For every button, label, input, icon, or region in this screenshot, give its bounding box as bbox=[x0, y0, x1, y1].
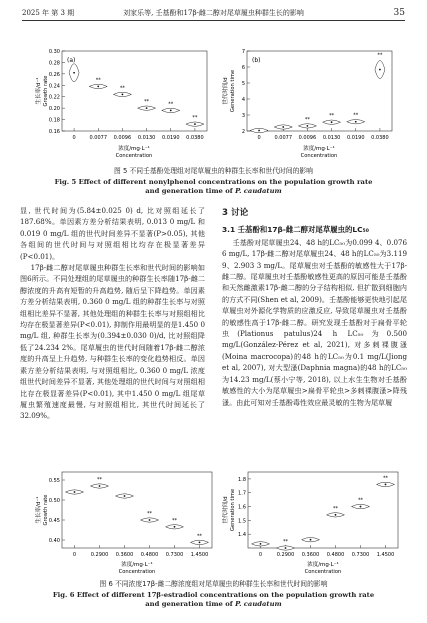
data-point bbox=[360, 506, 362, 508]
data-point bbox=[379, 69, 381, 71]
data-point bbox=[260, 543, 262, 545]
y-axis-label-cn: 生长率/d⁻¹ bbox=[36, 77, 42, 105]
running-header bbox=[22, 4, 405, 18]
y-tick-label: 1.5 bbox=[238, 518, 246, 525]
subsection-heading: 3.1 壬基酚和17β-雌二醇对尾草履虫的LC₅₀ bbox=[222, 225, 369, 235]
y-tick-label: 0.45 bbox=[48, 518, 60, 524]
figure-6 bbox=[0, 468, 427, 578]
y-tick-label: 0.20 bbox=[48, 106, 60, 113]
page-number: 35 bbox=[393, 8, 405, 18]
significance-label: ** bbox=[283, 539, 288, 545]
figure-5-caption-cn: 图 5 不同壬基酚处理组对尾草履虫的种群生长率和世代时间的影响 bbox=[114, 167, 313, 175]
x-tick-label: 0.0380 bbox=[186, 135, 204, 141]
y-tick-label: 0.16 bbox=[48, 129, 60, 135]
x-tick-label: 0.2900 bbox=[90, 552, 109, 558]
x-axis-label-en: Concentration bbox=[115, 153, 153, 159]
right-paragraph-1: 壬基酚对尾草履虫24、48 h的LC₅₀为0.099 4、0.076 6 mg/L, 17β-雌二醇对尾草履虫24、48 h的LC₅₀为3.119 9、2.903 3 mg/L。尾草履虫对壬基酚的敏感性大于17β-雌二醇。尾草履虫对壬基酚敏感性更高的原因可能是壬基酚和天然雌激素17β-雌二醇的分子结构相似, 但扩散到细胞内的方式不同(Shen et al, 2009)。壬基酚能够更快地引起尾草履虫对外源化学物质的应激反应, 导致尾草履虫对壬基酚的敏感性高于17β-雌二醇。研究发现壬基酚对于扁骨平轮虫(Plationus patulus)24 h LC₅₀为0.500 mg/L(González-Pérez et al, 2021), 对多刺裸腹溞(Moina macrocopa)的48 h的LC₅₀为0.1 mg/L(Jiong et al, 2007), 对大型溞(Daphnia magna)的48 h的LC₅₀为14.23 mg/L(蔡小宁等, 2018), 以上水生生物对壬基酚敏感性的大小为尾草履虫>扁骨平轮虫>多刺裸腹溞>降残溞。由此可知对壬基酚毒性效应最灵敏的生物为尾草履 bbox=[222, 237, 407, 407]
x-axis-label-cn: 浓度/mg·L⁻¹ bbox=[303, 146, 335, 152]
fig6-panel-b bbox=[221, 472, 398, 575]
significance-label: ** bbox=[333, 505, 338, 512]
y-tick-label: 7 bbox=[241, 49, 245, 55]
significance-label: ** bbox=[168, 101, 174, 108]
left-column bbox=[20, 205, 205, 422]
x-tick-label: 0.3600 bbox=[115, 552, 134, 558]
y-axis-label-cn: 世代时间/d bbox=[223, 496, 229, 524]
plot-frame bbox=[62, 51, 207, 131]
y-tick-label: 0.22 bbox=[48, 94, 60, 101]
data-point bbox=[282, 126, 284, 128]
figure-5-caption-en bbox=[20, 178, 407, 196]
significance-label: ** bbox=[358, 497, 363, 504]
significance-label: ** bbox=[304, 116, 310, 123]
caption-en-line1: Fig. 5 Effect of different nonylphenol concentrations on the population growth rate bbox=[54, 178, 373, 186]
fig6-panel-a bbox=[34, 472, 212, 575]
y-tick-label: 1.4 bbox=[238, 532, 246, 539]
x-tick-label: 0 bbox=[257, 135, 261, 141]
caption-species: P. caudatum bbox=[235, 600, 282, 608]
significance-label: ** bbox=[192, 115, 198, 122]
right-column bbox=[222, 208, 407, 408]
data-point bbox=[170, 110, 172, 112]
data-point bbox=[310, 539, 312, 541]
journal-issue: 2025 年 第 3 期 bbox=[22, 9, 75, 17]
x-tick-label: 0 bbox=[72, 552, 77, 558]
data-point bbox=[331, 121, 333, 123]
data-point bbox=[285, 547, 287, 549]
y-tick-label: 0.40 bbox=[48, 538, 60, 544]
x-tick-label: 0.0380 bbox=[371, 135, 389, 141]
data-point bbox=[74, 491, 76, 493]
x-tick-label: 0.0190 bbox=[347, 135, 365, 141]
x-axis-label-en: Concentration bbox=[118, 569, 156, 575]
y-tick-label: 0.30 bbox=[48, 49, 60, 55]
y-tick-label: 1.7 bbox=[238, 490, 246, 497]
x-tick-label: 0.2900 bbox=[276, 552, 295, 558]
y-axis-label-en: Generation time bbox=[230, 69, 236, 113]
x-tick-label: 0.0096 bbox=[113, 135, 132, 141]
x-tick-label: 0.0077 bbox=[89, 135, 107, 141]
x-tick-label: 0.0190 bbox=[162, 135, 180, 141]
x-axis-label-cn: 浓度/mg·L⁻¹ bbox=[118, 146, 150, 152]
data-point bbox=[335, 514, 337, 516]
panel-label: (b) bbox=[252, 57, 261, 64]
caption-species: P. caudatum bbox=[235, 187, 282, 195]
x-tick-label: 0.7300 bbox=[165, 552, 184, 558]
significance-label: ** bbox=[353, 112, 359, 119]
y-tick-label: 0.50 bbox=[48, 498, 60, 504]
y-tick-label: 4 bbox=[241, 97, 245, 103]
y-axis-label-cn: 世代时间/d bbox=[223, 77, 229, 105]
y-tick-label: 6 bbox=[241, 65, 245, 71]
data-point bbox=[99, 485, 101, 487]
plot-frame bbox=[62, 472, 212, 548]
y-tick-label: 2 bbox=[241, 129, 245, 135]
x-tick-label: 0.0130 bbox=[322, 135, 341, 141]
y-tick-label: 1.8 bbox=[238, 476, 246, 483]
data-point bbox=[307, 125, 309, 127]
significance-label: ** bbox=[97, 477, 102, 483]
header-rule bbox=[22, 20, 405, 21]
significance-label: ** bbox=[329, 113, 335, 120]
data-point bbox=[122, 94, 124, 96]
x-tick-label: 1.4500 bbox=[376, 552, 395, 558]
data-point bbox=[355, 121, 357, 123]
x-tick-label: 0.3600 bbox=[301, 552, 320, 558]
data-point bbox=[194, 123, 196, 125]
running-title: 刘家乐等, 壬基酚和17β-雌二醇对尾草履虫种群生长的影响 bbox=[123, 9, 304, 17]
y-tick-label: 5 bbox=[241, 81, 245, 87]
data-point bbox=[97, 86, 99, 88]
y-tick-label: 0.24 bbox=[48, 83, 60, 90]
y-axis-label-en: Generation time bbox=[230, 488, 236, 532]
x-tick-label: 0.4800 bbox=[140, 552, 159, 558]
x-tick-label: 0.7300 bbox=[351, 552, 370, 558]
data-point bbox=[149, 519, 151, 521]
caption-en-line2: and generation time of bbox=[145, 187, 236, 195]
significance-label: ** bbox=[197, 533, 202, 540]
left-paragraph-1: 显, 世代时间为(5.84±0.025 0) d, 比对照组延长了187.68%。单因素方差分析结果表明, 0.013 0 mg/L 和 0.019 0 mg/L 组的世代时间差异不显著(P>0.05), 其他各组间的世代时间与对照组相比均存在极显著差异(P<0.01)。 bbox=[20, 206, 205, 261]
significance-label: ** bbox=[147, 511, 152, 517]
data-point bbox=[124, 495, 126, 497]
x-axis-label-cn: 浓度/mg·L⁻¹ bbox=[307, 562, 339, 568]
data-point bbox=[146, 107, 148, 109]
x-tick-label: 0 bbox=[72, 135, 76, 141]
y-tick-label: 0.55 bbox=[48, 478, 60, 484]
x-tick-label: 0.4800 bbox=[326, 552, 345, 558]
x-axis-label-en: Concentration bbox=[304, 569, 342, 575]
data-point bbox=[385, 484, 387, 486]
significance-label: ** bbox=[172, 517, 177, 524]
y-tick-label: 0.26 bbox=[48, 71, 60, 78]
data-point bbox=[73, 72, 75, 74]
y-axis-label-en: Growth rate bbox=[43, 75, 49, 107]
plot-frame bbox=[248, 472, 398, 548]
data-point bbox=[199, 542, 201, 544]
y-axis-label-cn: 生长率/d⁻¹ bbox=[36, 496, 42, 524]
fig5-panel-a bbox=[34, 49, 207, 159]
left-paragraph-2: 17β-雌二醇对尾草履虫种群生长率和世代时间的影响如图6所示。不同处理组的尾草履虫的种群生长率随17β-雌二醇浓度的升高有短暂的升高趋势, 随后呈下降趋势。单因素方差分析结果表明, 0.360 0 mg/L 组的种群生长率与对照组相比差异不显著, 其他处理组的种群生长率与对照组相比均存在极显著差异(P<0.01), 抑制作用最明显的是1.450 0 mg/L 组, 种群生长率为(0.394±0.030 0)/d, 比对照组降低了24.234 2%。尾草履虫的世代时间随着17β-雌二醇浓度的升高呈上升趋势, 与种群生长率的变化趋势相反。单因素方差分析结果表明, 与对照组相比, 0.360 0 mg/L 浓度组世代时间差异不显著, 其他处理组的世代时间与对照组相比存在极显著差异(P<0.01), 其中1.450 0 mg/L 组尾草履虫繁殖速度最慢, 与对照组相比, 其世代时间延长了32.09%。 bbox=[20, 263, 205, 421]
x-tick-label: 0 bbox=[258, 552, 263, 558]
y-tick-label: 3 bbox=[241, 113, 245, 119]
figure-6-caption-en bbox=[20, 591, 407, 609]
caption-en-line1: Fig. 6 Effect of different 17β-estradiol concentrations on the population growth rate bbox=[52, 591, 375, 599]
section-heading: 3 讨论 bbox=[222, 208, 249, 218]
figure-6-caption-cn: 图 6 不同浓度17β-雌二醇浓度组对尾草履虫的种群生长率和世代时间的影响 bbox=[99, 580, 328, 588]
x-tick-label: 0.0077 bbox=[274, 135, 292, 141]
significance-label: ** bbox=[377, 52, 383, 59]
y-axis-label-en: Growth rate bbox=[43, 494, 49, 526]
x-axis-label-cn: 浓度/mg·L⁻¹ bbox=[121, 562, 153, 568]
x-axis-label-en: Concentration bbox=[300, 153, 338, 159]
fig5-panel-b bbox=[221, 49, 392, 159]
y-tick-label: 0.28 bbox=[48, 60, 60, 67]
data-point bbox=[258, 130, 260, 132]
plot-frame bbox=[247, 51, 392, 131]
y-tick-label: 1.6 bbox=[238, 504, 246, 511]
x-tick-label: 0.0130 bbox=[137, 135, 156, 141]
significance-label: ** bbox=[144, 99, 150, 106]
x-tick-label: 1.4500 bbox=[190, 552, 209, 558]
significance-label: ** bbox=[119, 85, 125, 92]
significance-label: ** bbox=[95, 77, 101, 84]
figure-5 bbox=[0, 46, 427, 166]
panel-label: (a) bbox=[67, 57, 76, 64]
caption-en-line2: and generation time of bbox=[145, 600, 236, 608]
y-tick-label: 0.18 bbox=[48, 117, 60, 124]
significance-label: ** bbox=[383, 475, 388, 482]
x-tick-label: 0.0096 bbox=[298, 135, 317, 141]
data-point bbox=[174, 526, 176, 528]
